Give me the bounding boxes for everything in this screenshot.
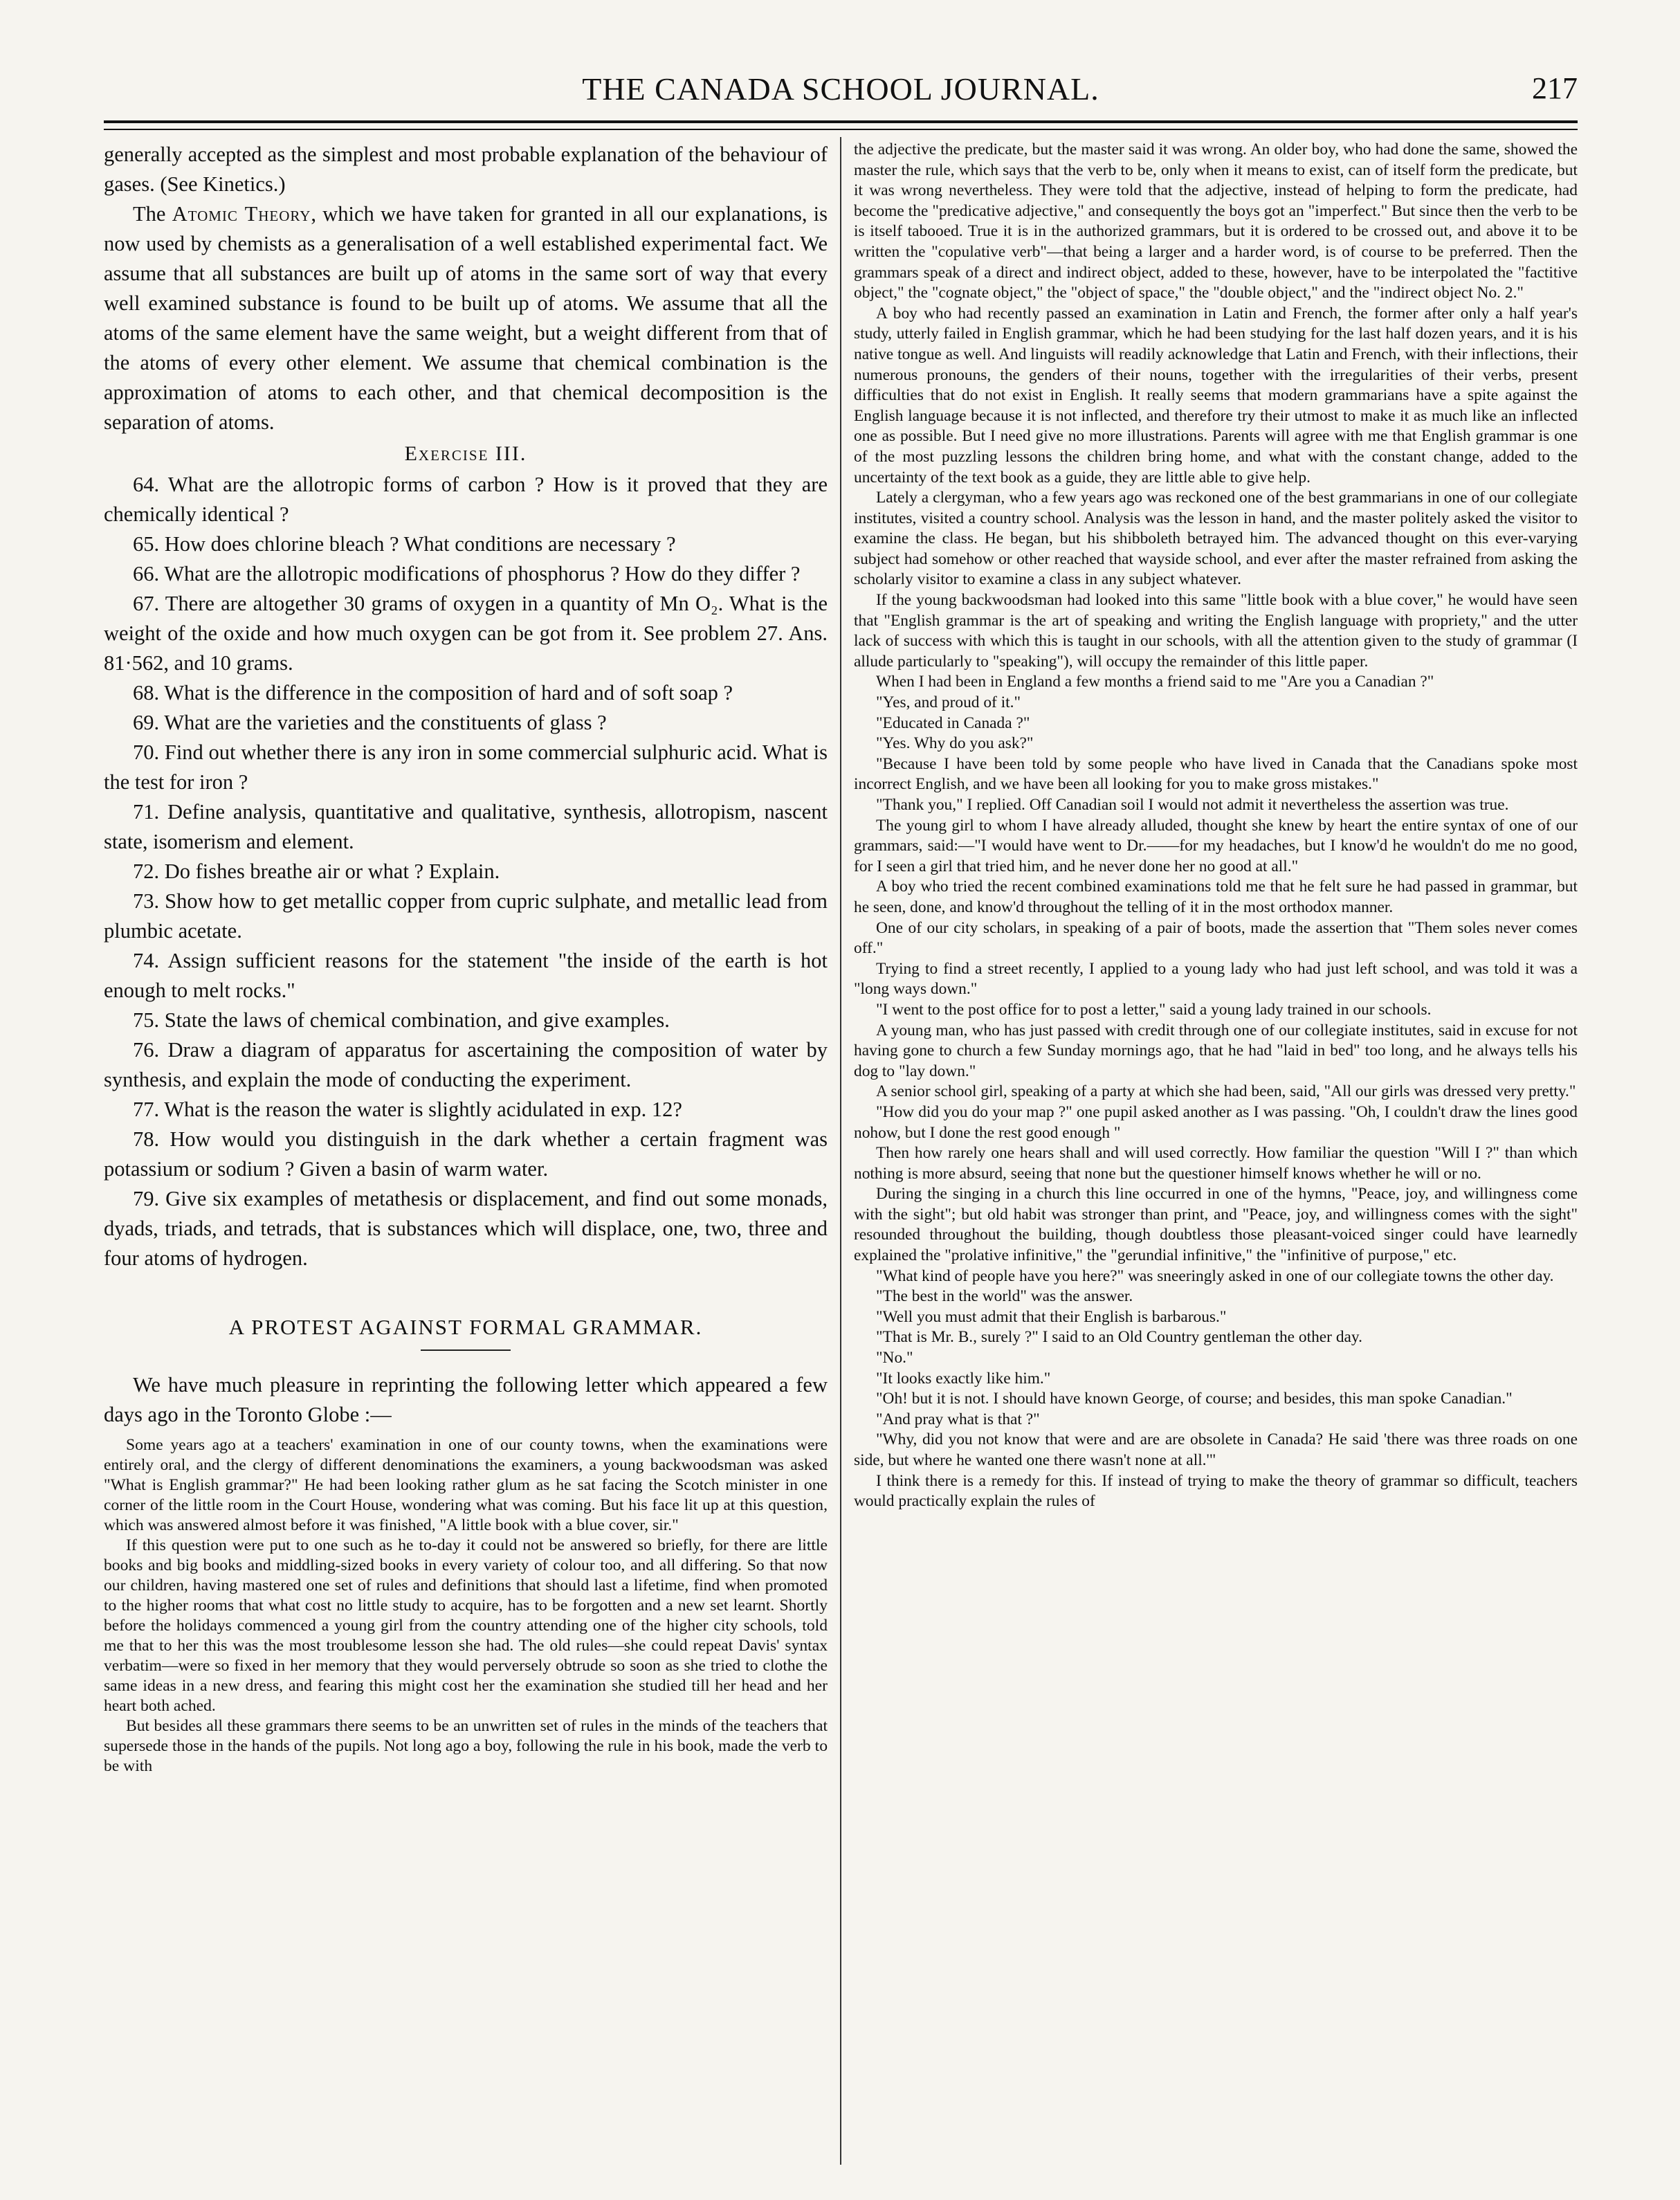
letter-paragraph: One of our city scholars, in speaking of a pair of boots, made the assertion that "Them soles never comes off."	[854, 918, 1578, 958]
atomic-theory-label: Atomic Theory	[172, 202, 311, 226]
letter-paragraph: "Thank you," I replied. Off Canadian soil I would not admit it nevertheless the assertion was true.	[876, 796, 1509, 814]
letter-paragraph: A senior school girl, speaking of a party at which she had been, said, "All our girls was dressed very pretty."	[876, 1082, 1576, 1101]
letter-paragraph: "Yes, and proud of it."	[876, 693, 1021, 712]
left-column	[104, 140, 828, 2167]
exercise-item: 64. What are the allotropic forms of carbon ? How is it proved that they are chemically identical ?	[104, 473, 828, 526]
letter-paragraph: "How did you do your map ?" one pupil asked another as I was passing. "Oh, I couldn't draw the lines good nohow, but I done the rest good enough "	[854, 1102, 1578, 1142]
letter-paragraph: A boy who had recently passed an examination in Latin and French, the former after only a half year's study, utterly failed in English grammar, which he had been studying for the last half dozen years, and it is his native tongue as well. And linguists will readily acknowledge that Latin and French, with their inflections, their numerous pronouns, the genders of their nouns, together with the irregularities of their verbs, present difficulties that do not exist in English. It really seems that modern grammarians have a spite against the English language because it is not inflected, and therefore try their utmost to make it as much like an inflected one as possible. But I need give no more illustrations. Parents will agree with me that English grammar is one of the most puzzling lessons the children bring home, and what with the constant change, added to the uncertainty of the text book as a guide, they are little able to give help.	[854, 304, 1578, 487]
exercise-item: 72. Do fishes breathe air or what ? Explain.	[133, 860, 500, 883]
page-header	[104, 62, 1578, 125]
exercise-item: 70. Find out whether there is any iron in some commercial sulphuric acid. What is the test for iron ?	[104, 740, 828, 794]
exercise-item: 66. What are the allotropic modifications of phosphorus ? How do they differ ?	[133, 562, 801, 585]
page-number: 217	[1532, 71, 1578, 105]
exercise-item: 71. Define analysis, quantitative and qualitative, synthesis, allotropism, nascent state, isomerism and element.	[104, 800, 828, 853]
letter-paragraph: the adjective the predicate, but the master said it was wrong. An older boy, who had done the same, showed the master the rule, which says that the verb to be, only when it means to exist, can of itself form the predicate, but it was wrong nevertheless. They were told that the adjective, instead of helping to form the predicate, had become the "predicative adjective," and consequently the boys got an "imperfect." But since then the verb to be is itself tabooed. True it is in the authorized grammars, but it is ordered to be crossed out, and above it to be written the "copulative verb"—that being a larger and a harder word, is of course to be preferred. Then the grammars speak of a direct and indirect object, added to these, however, have to be interpolated the "factitive object," the "cognate object," the "object of space," the "double object," and the "indirect object No. 2."	[854, 140, 1578, 302]
letter-paragraph: "Because I have been told by some people who have lived in Canada that the Canadians spoke most incorrect English, and we have been all looking for you to make gross mistakes."	[854, 754, 1578, 794]
exercise-item: 68. What is the difference in the composition of hard and of soft soap ?	[133, 681, 733, 704]
exercise-item: 76. Draw a diagram of apparatus for ascertaining the composition of water by synthesis, and explain the mode of conducting the experiment.	[104, 1038, 828, 1091]
lead-paragraph-1: generally accepted as the simplest and most probable explanation of the behaviour of gases. (See Kinetics.)	[104, 143, 828, 196]
letter-paragraph: "Yes. Why do you ask?"	[876, 734, 1034, 753]
letter-paragraph: A boy who tried the recent combined examinations told me that he felt sure he had passed in grammar, but he seen, done, and know'd throughout the telling of it in the most orthodox manner.	[854, 878, 1578, 916]
letter-paragraph: If this question were put to one such as he to-day it could not be answered so briefly, for there are little books and big books and middling-sized books in every variety of colour too, and all differing. So that now our children, having mastered one set of rules and definitions that should last a lifetime, find when promoted to the higher rooms that what cost no little study to acquire, has to be forgotten and a new set learnt. Shortly before the holidays commenced a young girl from the country attending one of the higher city schools, told me that to her this was the most troublesome lesson she had. The old rules—she could repeat Davis' syntax verbatim—were so fixed in her memory that they would perversely obtrude so soon as she tried to clothe the same ideas in a new dress, and fearing this might cost her the examination she studied till her head and her heart both ached.	[104, 1536, 828, 1715]
article-intro: We have much pleasure in reprinting the following letter which appeared a few days ago in the Toronto Globe :—	[104, 1373, 828, 1426]
exercise-item: 65. How does chlorine bleach ? What conditions are necessary ?	[133, 532, 676, 556]
letter-paragraph: When I had been in England a few months a friend said to me "Are you a Canadian ?"	[876, 673, 1434, 691]
lead-paragraph-2: The Atomic Theory, which we have taken for granted in all our explanations, is now used by chemists as a generalisation of a well established experimental fact. We assume that all substances are built up of atoms in the same sort of way that every well examined substance is found to be built up of atoms. We assume that all the atoms of the same element have the same weight, but a weight different from that of the atoms of every other element. We assume that chemical combination is the approximation of atoms to each other, and that chemical decomposition is the separation of atoms.	[104, 202, 828, 434]
exercise-item: 78. How would you distinguish in the dark whether a certain fragment was potassium or sodium ? Given a basin of warm water.	[104, 1127, 828, 1181]
letter-text-left	[104, 1435, 828, 1776]
article-title: A PROTEST AGAINST FORMAL GRAMMAR.	[228, 1315, 703, 1339]
letter-paragraph: "And pray what is that ?"	[876, 1410, 1040, 1428]
exercise-item: 74. Assign sufficient reasons for the statement "the inside of the earth is hot enough to melt rocks."	[104, 949, 828, 1002]
letter-text-right	[854, 140, 1578, 1512]
column-divider	[840, 137, 841, 2165]
letter-paragraph: "Educated in Canada ?"	[876, 713, 1030, 732]
lead-paragraph-2-text: , which we have taken for granted in all our explanations, is now used by chemists as a generalisation of a well established experimental fact. We assume that all substances are built up of atoms in the same sort of way that every well examined substance is found to be built up of atoms. We assume that all the atoms of the same element have the same weight, but a weight different from that of the atoms of every other element. We assume that chemical combination is the approximation of atoms to each other, and that chemical decomposition is the separation of atoms.	[104, 202, 828, 434]
journal-page	[104, 62, 1578, 2173]
letter-paragraph: Trying to find a street recently, I applied to a young lady who had just left school, and was told it was a "long ways down."	[854, 959, 1578, 999]
header-rule-thick	[104, 120, 1578, 123]
letter-paragraph: If the young backwoodsman had looked into this same "little book with a blue cover," he would have seen that "English grammar is the art of speaking and writing the English language with propriety," and the utter lack of success with which this is taught in our schools, with all the attention given to the study of grammar (I allude particularly to "speaking"), will occupy the remainder of this little paper.	[854, 591, 1578, 671]
letter-paragraph: A young man, who has just passed with credit through one of our collegiate institutes, said in excuse for not having gone to church a few Sunday mornings ago, that he had "laid in bed" too long, and he always tells his dog to "lay down."	[854, 1021, 1578, 1080]
lead-text	[104, 140, 828, 437]
letter-paragraph: "Well you must admit that their English is barbarous."	[876, 1307, 1227, 1326]
exercise-item: 77. What is the reason the water is slightly acidulated in exp. 12?	[133, 1098, 682, 1121]
letter-paragraph: But besides all these grammars there seems to be an unwritten set of rules in the minds of the teachers that supersede those in the hands of the pupils. Not long ago a boy, following the rule in his book, made the verb to be with	[104, 1717, 828, 1775]
header-rule-thin	[104, 129, 1578, 130]
letter-paragraph: Lately a clergyman, who a few years ago was reckoned one of the best grammarians in one of our collegiate institutes, visited a country school. Analysis was the lesson in hand, and the master politely asked the visitor to examine the class. He began, but his shibboleth betrayed him. The advanced thought on this ever-varying subject had somehow or other reached that wayside school, and ever after the master refrained from asking the scholarly visitor to examine a class in any subject whatever.	[854, 489, 1578, 589]
letter-paragraph: Then how rarely one hears shall and will used correctly. How familiar the question "Will I ?" than which nothing is more absurd, seeing that none but the questioner himself knows whether he will or no.	[854, 1144, 1578, 1183]
letter-paragraph: The young girl to whom I have already alluded, thought she knew by heart the entire syntax of one of our grammars, said:—"I would have went to Dr.——for my headaches, but I know'd he wouldn't do me no good, for I seen a girl that tried him, and he never done her no good at all."	[854, 816, 1578, 875]
right-column	[854, 140, 1578, 2167]
exercise-item: 69. What are the varieties and the constituents of glass ?	[133, 711, 607, 734]
article-intro-block	[104, 1370, 828, 1430]
letter-paragraph: I think there is a remedy for this. If instead of trying to make the theory of grammar so difficult, teachers would practically explain the rules of	[854, 1471, 1578, 1511]
exercise-list	[104, 470, 828, 1273]
letter-paragraph: "What kind of people have you here?" was sneeringly asked in one of our collegiate towns the other day.	[876, 1266, 1554, 1285]
letter-paragraph: "That is Mr. B., surely ?" I said to an Old Country gentleman the other day.	[876, 1328, 1362, 1347]
exercise-item: 79. Give six examples of metathesis or displacement, and find out some monads, dyads, triads, and tetrads, that is substances which will displace, one, two, three and four atoms of hydrogen.	[104, 1187, 828, 1270]
exercise-item: 75. State the laws of chemical combination, and give examples.	[133, 1008, 670, 1032]
exercise-item: 67. There are altogether 30 grams of oxygen in a quantity of Mn O₂. What is the weight of the oxide and how much oxygen can be got from it. See problem 27. Ans. 81·562, and 10 grams.	[104, 592, 828, 675]
running-title: THE CANADA SCHOOL JOURNAL.	[582, 71, 1099, 107]
exercise-item: 73. Show how to get metallic copper from cupric sulphate, and metallic lead from plumbic acetate.	[104, 889, 828, 943]
title-rule	[421, 1349, 511, 1351]
letter-paragraph: "It looks exactly like him."	[876, 1369, 1051, 1388]
letter-paragraph: During the singing in a church this line occurred in one of the hymns, "Peace, joy, and willingness come with the sight"; but old habit was stronger than print, and "Peace, joy, and willingness comes with the sight" resounded throughout the building, though doubtless those pleasant-voiced singer could have learnedly explained the "prolative infinitive," the "gerundial infinitive," the "infinitive of purpose," etc.	[854, 1185, 1578, 1265]
letter-paragraph: "I went to the post office for to post a letter," said a young lady trained in our schools.	[876, 1000, 1432, 1019]
exercise-heading: Exercise III.	[404, 442, 527, 465]
letter-paragraph: "Oh! but it is not. I should have known George, of course; and besides, this man spoke Canadian."	[876, 1390, 1513, 1408]
letter-paragraph: Some years ago at a teachers' examination in one of our county towns, when the examinations were entirely oral, and the clergy of different denominations the examiners, a young backwoodsman was asked "What is English grammar?" He had been looking rather glum as he sat facing the Scotch minister in one corner of the little room in the Court House, wondering what was coming. But his face lit up at this question, which was answered almost before it was finished, "A little book with a blue cover, sir."	[104, 1436, 828, 1534]
letter-paragraph: "No."	[876, 1349, 913, 1367]
letter-paragraph: "Why, did you not know that were and are are obsolete in Canada? He said 'there was three roads on one side, but where he wanted one there wasn't none at all.'"	[854, 1430, 1578, 1469]
letter-paragraph: "The best in the world" was the answer.	[876, 1287, 1133, 1306]
